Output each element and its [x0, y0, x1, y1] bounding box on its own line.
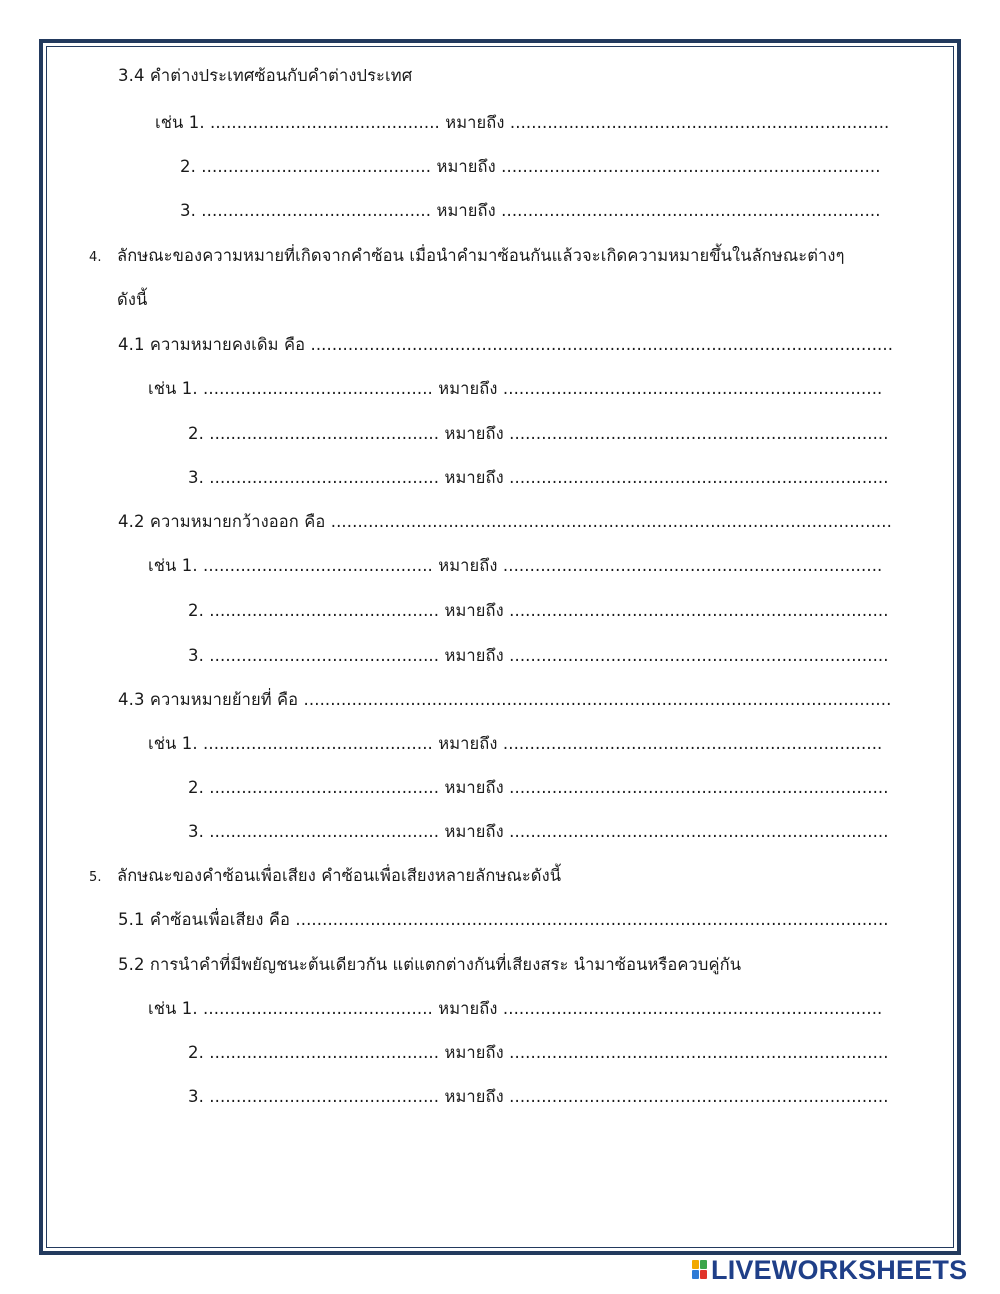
section-4-number: 4.	[89, 250, 102, 265]
section-4-1-example-1: เช่น 1. ........................................... หมายถึง .......................................................................	[148, 379, 883, 398]
section-5-2-example-3: 3. ........................................... หมายถึง .......................................................................	[188, 1087, 889, 1106]
section-4-2-example-3: 3. ........................................... หมายถึง .......................................................................	[188, 646, 889, 665]
section-4-3-example-2: 2. ........................................... หมายถึง .......................................................................	[188, 778, 889, 797]
section-4-text: ลักษณะของความหมายที่เกิดจากคำซ้อน เมื่อนำคำมาซ้อนกันแล้วจะเกิดความหมายขึ้นในลักษณะต่างๆ	[117, 246, 845, 265]
section-3-4-example-3: 3. ........................................... หมายถึง .......................................................................	[180, 201, 881, 220]
section-5-text: ลักษณะของคำซ้อนเพื่อเสียง คำซ้อนเพื่อเสียงหลายลักษณะดังนี้	[117, 866, 562, 885]
section-4-2-example-2: 2. ........................................... หมายถึง .......................................................................	[188, 601, 889, 620]
liveworksheets-blocks-icon	[692, 1260, 708, 1280]
section-3-4-example-2: 2. ........................................... หมายถึง .......................................................................	[180, 157, 881, 176]
liveworksheets-logo	[692, 1256, 967, 1284]
logo-text: LIVEWORKSHEETS	[711, 1254, 968, 1285]
section-4-3-example-3: 3. ........................................... หมายถึง .......................................................................	[188, 822, 889, 841]
section-3-4-example-1: เช่น 1. ........................................... หมายถึง .......................................................................	[155, 113, 890, 132]
section-4-2-heading: 4.2 ความหมายกว้างออก คือ .........................................................................................................	[118, 512, 892, 531]
section-5-heading	[89, 866, 561, 888]
section-4-1-heading: 4.1 ความหมายคงเดิม คือ .............................................................................................................	[118, 335, 894, 354]
section-5-number: 5.	[89, 870, 102, 885]
section-3-4-heading: 3.4 คำต่างประเทศซ้อนกับคำต่างประเทศ	[118, 66, 413, 85]
section-5-2-example-1: เช่น 1. ........................................... หมายถึง .......................................................................	[148, 999, 883, 1018]
section-4-3-heading: 4.3 ความหมายย้ายที่ คือ ..............................................................................................................	[118, 690, 892, 709]
section-4-2-example-1: เช่น 1. ........................................... หมายถึง .......................................................................	[148, 556, 883, 575]
section-4-continuation: ดังนี้	[117, 290, 148, 309]
section-4-1-example-3: 3. ........................................... หมายถึง .......................................................................	[188, 468, 889, 487]
section-5-2-heading: 5.2 การนำคำที่มีพยัญชนะต้นเดียวกัน แต่แตกต่างกันที่เสียงสระ นำมาซ้อนหรือควบคู่กัน	[118, 955, 742, 974]
section-5-2-example-2: 2. ........................................... หมายถึง .......................................................................	[188, 1043, 889, 1062]
section-5-1-heading: 5.1 คำซ้อนเพื่อเสียง คือ ...............................................................................................................	[118, 910, 889, 929]
section-4-1-example-2: 2. ........................................... หมายถึง .......................................................................	[188, 424, 889, 443]
section-4-heading	[89, 246, 845, 268]
section-4-3-example-1: เช่น 1. ........................................... หมายถึง .......................................................................	[148, 734, 883, 753]
